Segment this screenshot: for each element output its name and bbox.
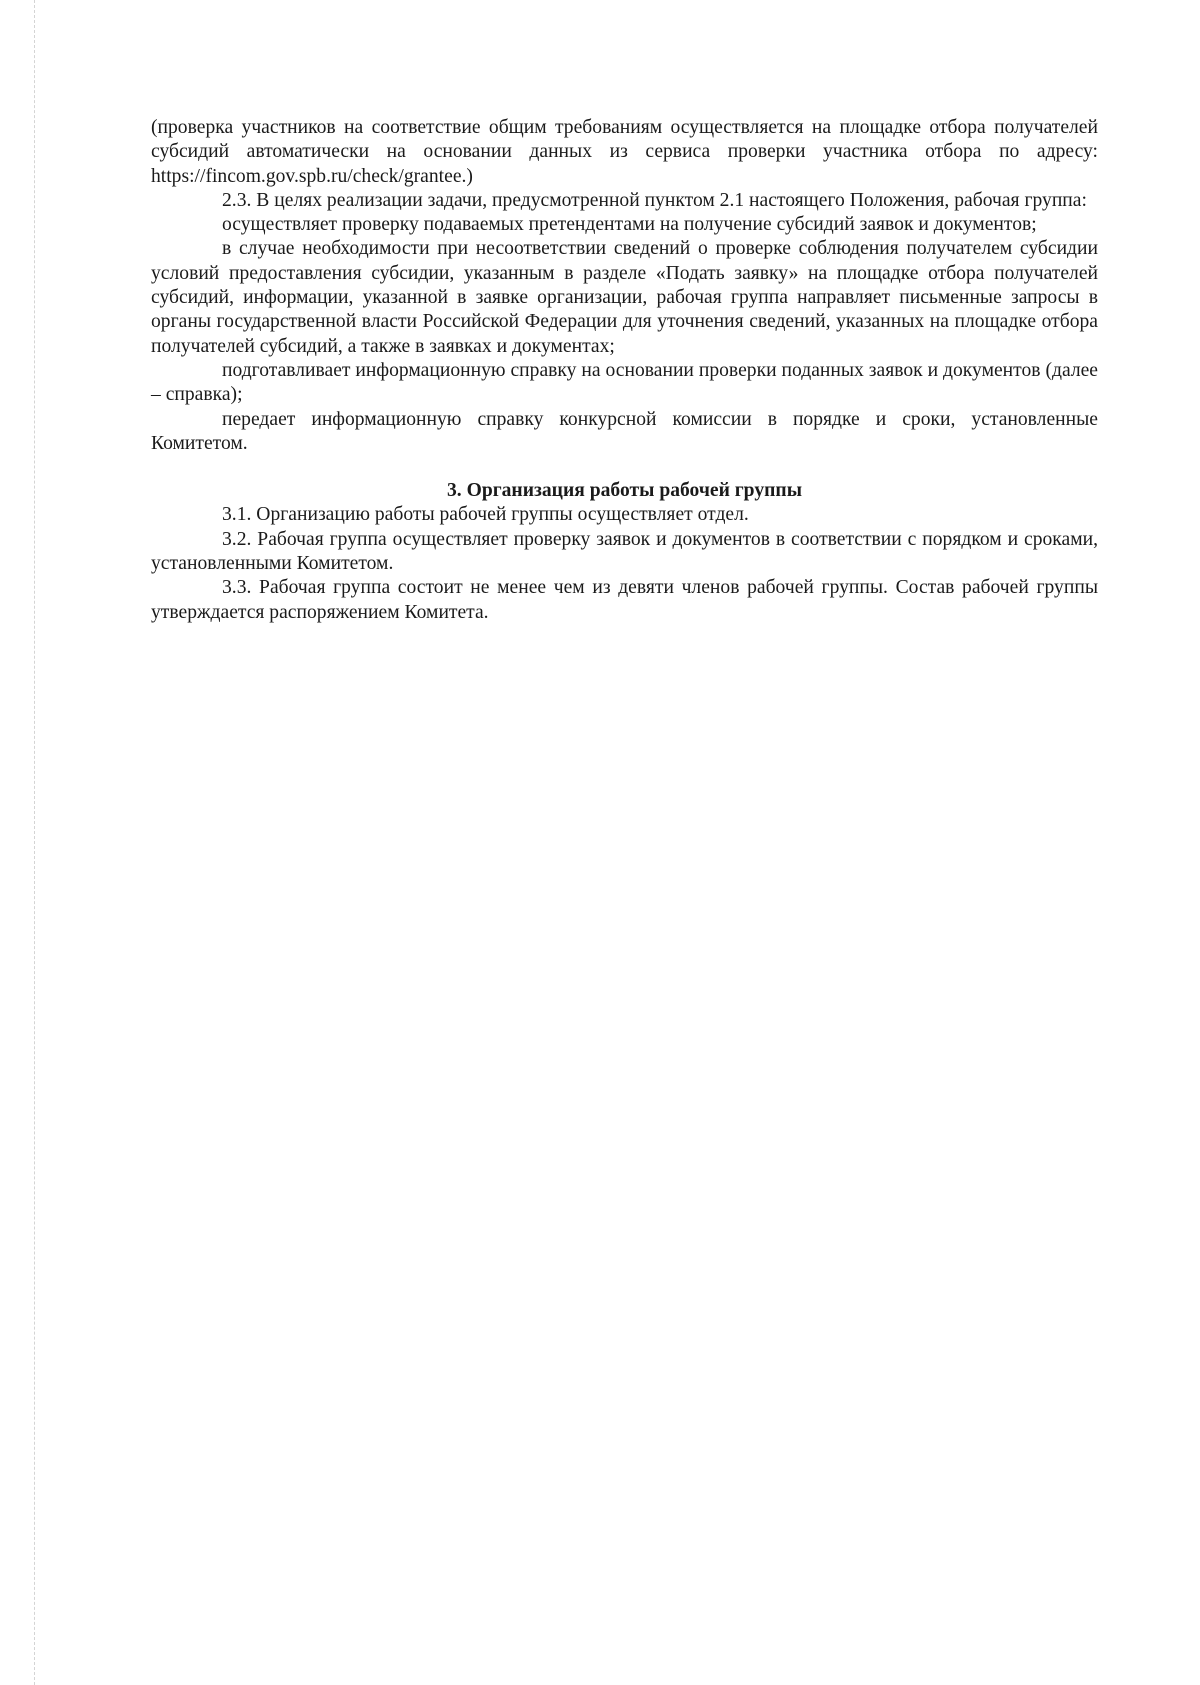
paragraph-2-3: 2.3. В целях реализации задачи, предусмотренной пунктом 2.1 настоящего Положения, рабочая группа:: [222, 189, 1087, 211]
paragraph-written-requests: в случае необходимости при несоответствии сведений о проверке соблюдения получателем субсидии условий предоставления субсидии, указанным в разделе «Подать заявку» на площадке отбора получателей субсидий, информации, указанной в заявке организации, рабочая группа направляет письменные запросы в органы государственной власти Российской Федерации для уточнения сведений, указанных на площадке отбора получателей субсидий, а также в заявках и документах;: [151, 238, 1098, 357]
paragraph-3-1: 3.1. Организацию работы рабочей группы осуществляет отдел.: [222, 504, 749, 526]
document-body: [151, 116, 1098, 625]
paragraph-grantee-check: (проверка участников на соответствие общим требованиям осуществляется на площадке отбора получателей субсидий автоматически на основании данных из сервиса проверки участника отбора по адресу: https://fincom.gov.spb.ru/check/grantee.): [151, 117, 1098, 187]
paragraph-info-report: подготавливает информационную справку на основании проверки поданных заявок и документов (далее – справка);: [151, 359, 1098, 406]
section-heading: 3. Организация работы рабочей группы: [446, 480, 802, 502]
paragraph-3-3: 3.3. Рабочая группа состоит не менее чем из девяти членов рабочей группы. Состав рабочей группы утверждается распоряжением Комитета.: [151, 577, 1098, 623]
paragraph-3-2: 3.2. Рабочая группа осуществляет проверку заявок и документов в соответствии с порядком и сроками, установленными Комитетом.: [151, 528, 1098, 575]
paragraph-check-applications: осуществляет проверку подаваемых претендентами на получение субсидий заявок и документов;: [222, 214, 1037, 236]
paragraph-transfer-report: передает информационную справку конкурсной комиссии в порядке и сроки, установленные Комитетом.: [151, 408, 1098, 454]
scan-edge-line: [34, 0, 35, 1685]
